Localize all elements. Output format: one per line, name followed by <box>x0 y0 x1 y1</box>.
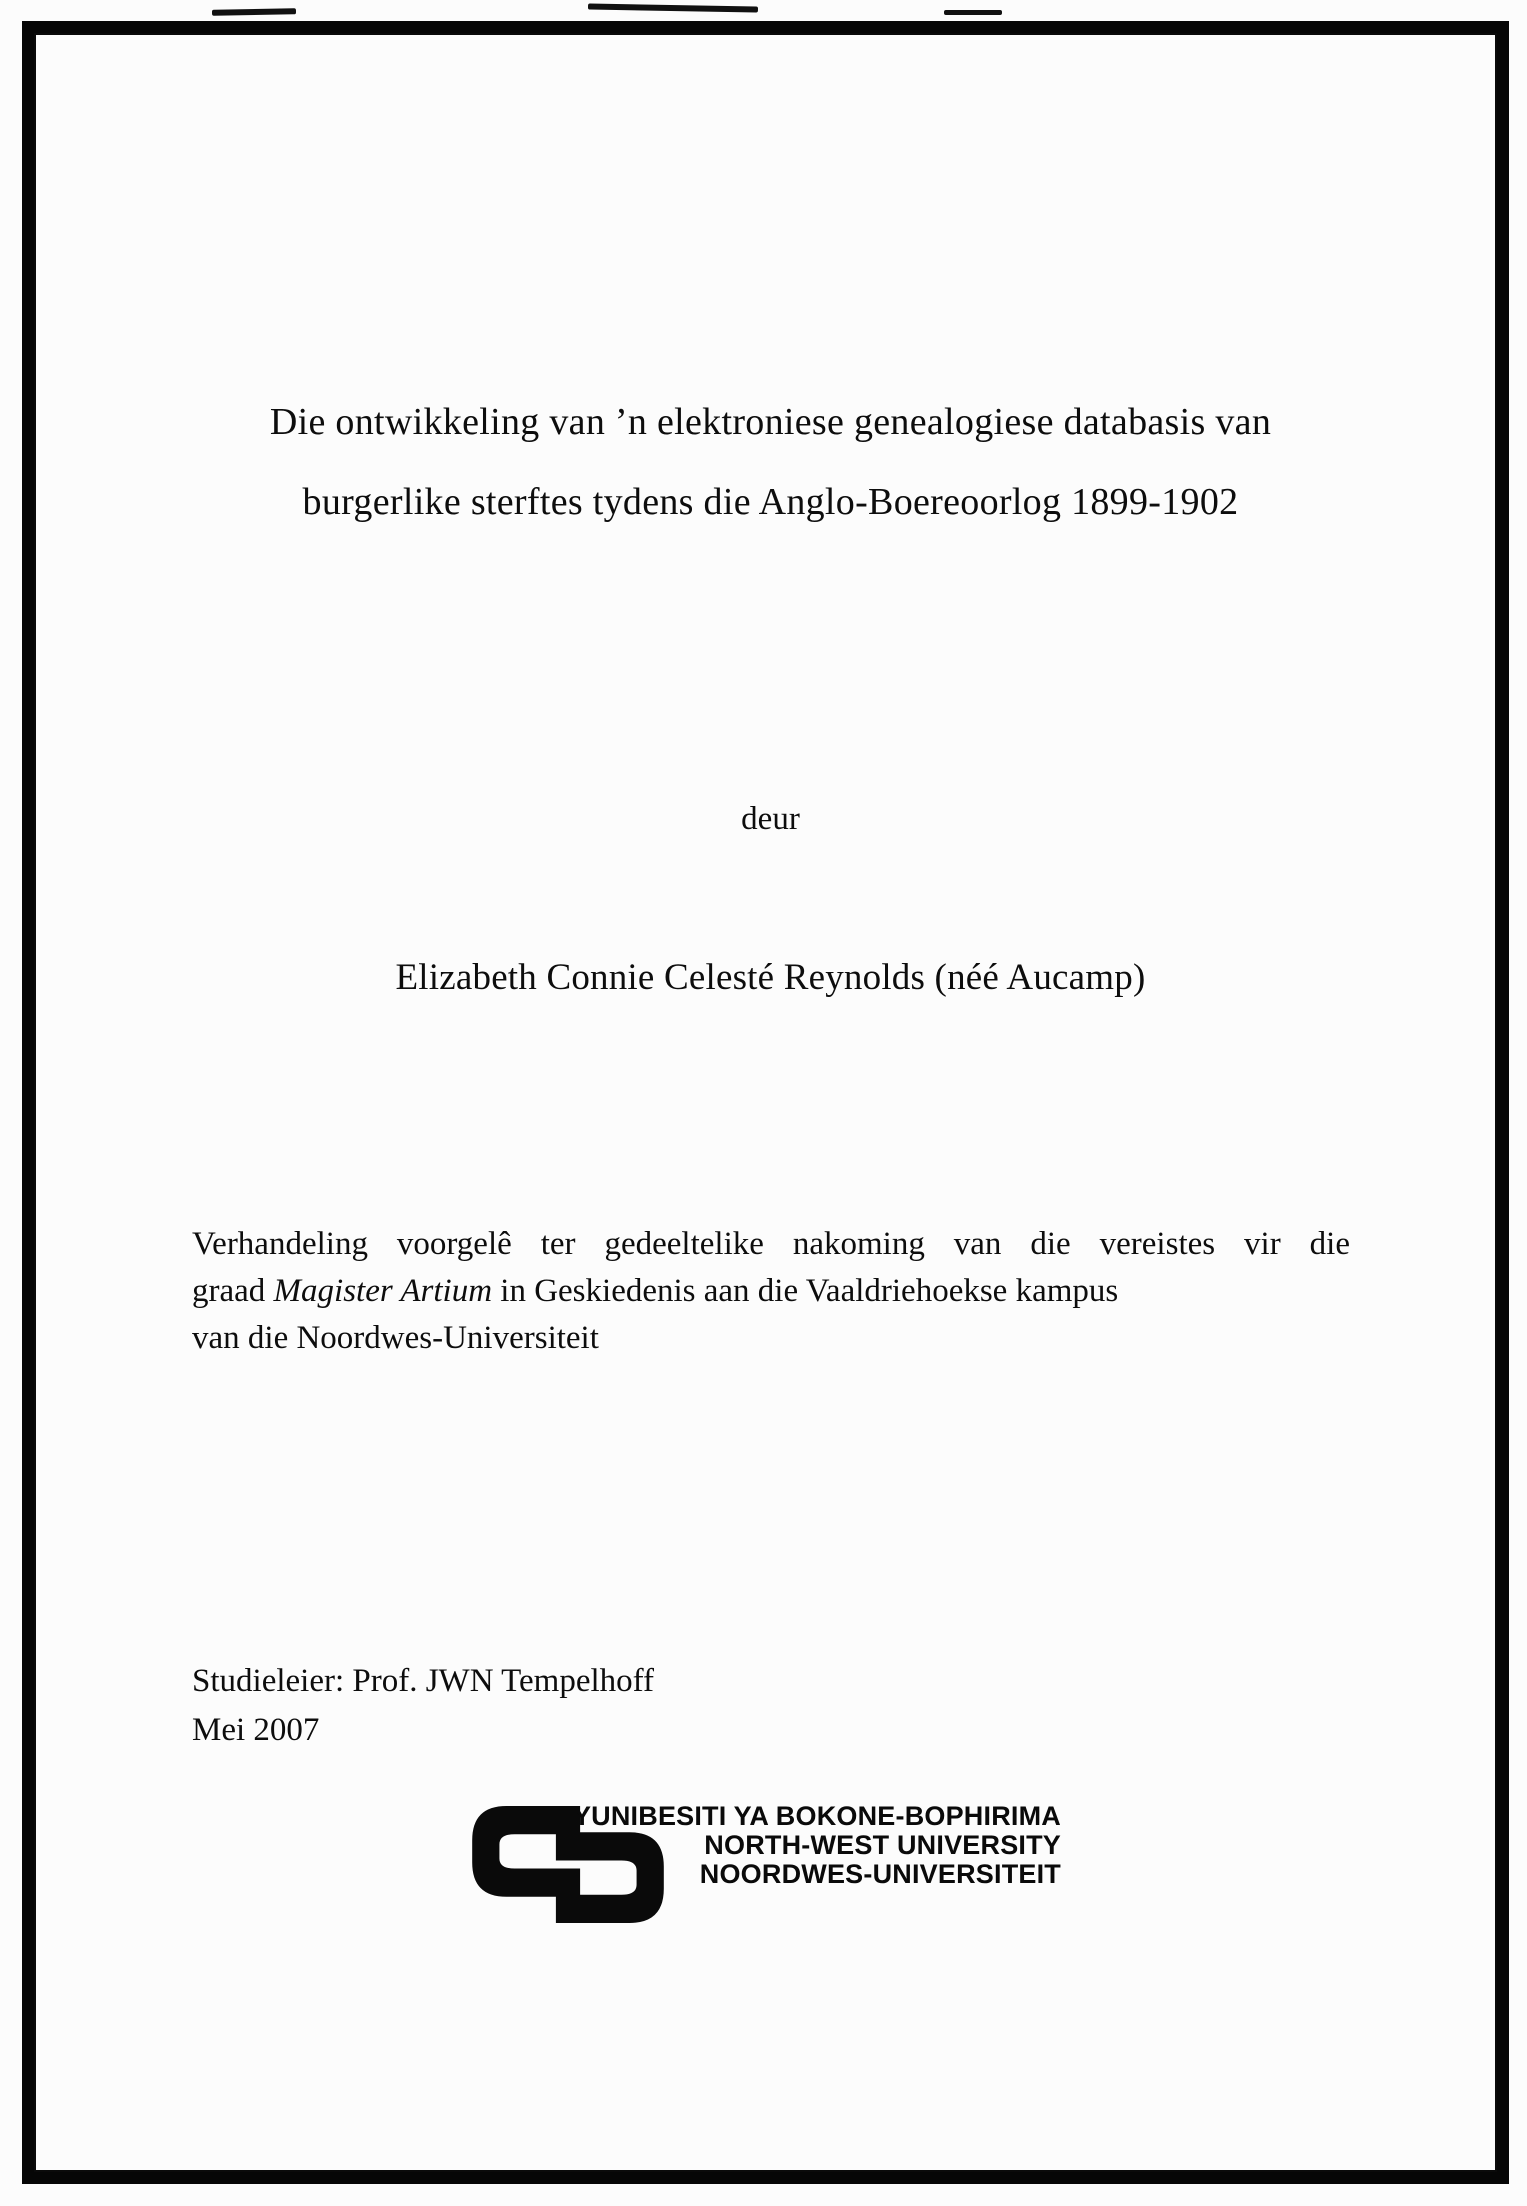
degree-statement-line-1: Verhandeling voorgelê ter gedeeltelike nakoming van die vereistes vir die <box>192 1226 1350 1262</box>
university-name-block <box>573 1802 1061 1889</box>
scan-artifact <box>944 10 1002 15</box>
scan-artifact <box>212 8 296 15</box>
university-name-english: NORTH-WEST UNIVERSITY <box>704 1830 1061 1860</box>
author-name: Elizabeth Connie Celesté Reynolds (néé Aucamp) <box>395 957 1146 998</box>
supervisor-line: Studieleier: Prof. JWN Tempelhoff <box>192 1663 655 1699</box>
degree-statement-line-2-prefix: graad <box>192 1273 274 1309</box>
thesis-title-line-2: burgerlike sterftes tydens die Anglo-Boereoorlog 1899-1902 <box>302 481 1239 523</box>
byline-deur: deur <box>741 801 800 837</box>
degree-statement-line-2-suffix: in Geskiedenis aan die Vaaldriehoekse kampus <box>492 1273 1119 1309</box>
university-name-setswana: YUNIBESITI YA BOKONE-BOPHIRIMA <box>572 1801 1061 1831</box>
thesis-title-line-1: Die ontwikkeling van ’n elektroniese genealogiese databasis van <box>269 401 1272 443</box>
supervisor-block <box>192 1657 654 1755</box>
thesis-title <box>14 382 1527 542</box>
degree-statement-line-3: van die Noordwes-Universiteit <box>192 1320 599 1356</box>
degree-name-italic: Magister Artium <box>273 1273 493 1309</box>
degree-statement-line-2 <box>192 1268 1350 1315</box>
degree-statement <box>192 1221 1350 1362</box>
scan-artifact <box>588 4 758 13</box>
date-line: Mei 2007 <box>192 1712 320 1748</box>
university-name-afrikaans: NOORDWES-UNIVERSITEIT <box>699 1859 1061 1889</box>
